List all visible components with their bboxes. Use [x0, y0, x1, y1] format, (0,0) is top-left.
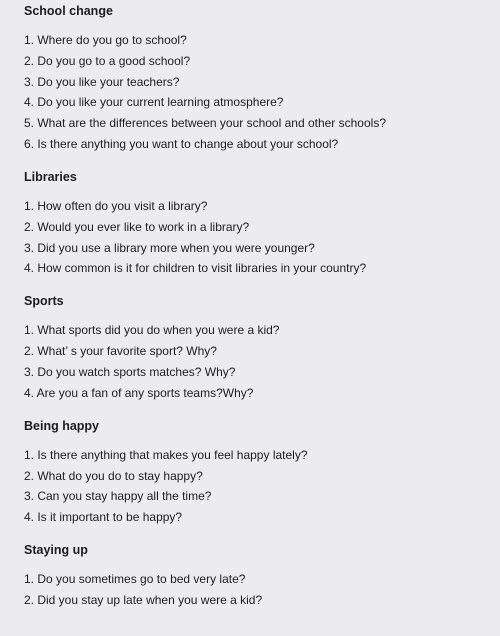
question-item: 1. Is there anything that makes you feel happy lately?: [24, 447, 308, 462]
question-item: 3. Did you use a library more when you were younger?: [24, 240, 315, 255]
section-title: Libraries: [24, 169, 77, 184]
section-title: Being happy: [24, 418, 100, 433]
question-item: 2. What do you do to stay happy?: [24, 468, 203, 483]
section-title: School change: [24, 4, 113, 18]
question-item: 5. What are the differences between your school and other schools?: [24, 116, 386, 131]
question-item: 4. How common is it for children to visit libraries in your country?: [24, 261, 367, 276]
question-item: 4. Is it important to be happy?: [24, 510, 183, 525]
question-list: [24, 199, 494, 276]
section-being-happy: [24, 419, 494, 525]
question-list: [24, 323, 494, 400]
section-title: Sports: [24, 294, 64, 309]
question-document: [24, 4, 494, 614]
question-item: 2. Do you go to a good school?: [24, 53, 191, 68]
question-list: [24, 572, 494, 608]
section-sports: [24, 294, 494, 400]
question-item: 3. Do you like your teachers?: [24, 74, 180, 89]
question-item: 4. Do you like your current learning atmosphere?: [24, 95, 284, 110]
section-libraries: [24, 170, 494, 276]
question-list: [24, 33, 494, 152]
question-item: 4. Are you a fan of any sports teams?Why?: [24, 385, 254, 400]
question-list: [24, 448, 494, 525]
section-title: Staying up: [24, 543, 88, 558]
question-item: 1. Where do you go to school?: [24, 33, 187, 47]
question-item: 2. What’ s your favorite sport? Why?: [24, 344, 217, 359]
question-item: 1. How often do you visit a library?: [24, 198, 208, 213]
question-item: 1. What sports did you do when you were a kid?: [24, 323, 280, 338]
question-item: 3. Do you watch sports matches? Why?: [24, 364, 236, 379]
question-item: 2. Would you ever like to work in a library?: [24, 219, 250, 234]
question-item: 6. Is there anything you want to change about your school?: [24, 136, 339, 151]
section-school-change: [24, 4, 494, 152]
question-item: 3. Can you stay happy all the time?: [24, 489, 212, 504]
section-staying-up: [24, 543, 494, 608]
question-item: 1. Do you sometimes go to bed very late?: [24, 572, 246, 587]
question-item: 2. Did you stay up late when you were a kid?: [24, 592, 263, 607]
